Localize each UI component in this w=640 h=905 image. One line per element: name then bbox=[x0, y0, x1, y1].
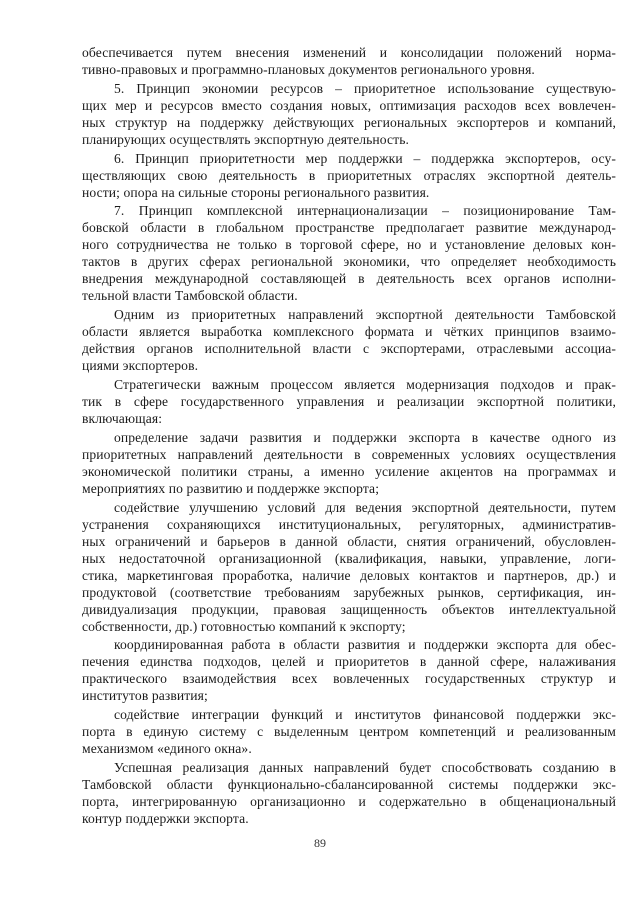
text-line: 6. Принцип приоритетности мер поддержки – поддержка экспортеров, осу- bbox=[114, 150, 616, 166]
text-line: ного сотрудничества не только в торговой сфере, но и установление деловых кон- bbox=[82, 237, 616, 253]
text-line: мероприятиях по развитию и поддержке экспорта; bbox=[82, 480, 380, 496]
text-line: включающая: bbox=[82, 411, 163, 426]
text-line: обеспечивается путем внесения изменений и консолидации положений норма- bbox=[82, 45, 616, 60]
text-line: порта в единую систему с выделенным центром компетенций и реализованным bbox=[82, 724, 616, 740]
text-line: дивидуализация продукции, правовая защищенность объектов интеллектуальной bbox=[82, 601, 616, 617]
text-line: 5. Принцип экономии ресурсов – приоритетное использование существую- bbox=[114, 80, 616, 96]
text-line: практического взаимодействия всех вовлеченных государственных структур и bbox=[82, 671, 616, 687]
text-line: тик в сфере государственного управления и реализации экспортной политики, bbox=[82, 394, 616, 409]
text-line: ных структур на поддержку действующих региональных экспортеров и компаний, bbox=[82, 114, 616, 130]
text-line: действия органов исполнительной власти с экспортерами, отраслевыми ассоциа- bbox=[82, 341, 616, 357]
text-line: Стратегически важным процессом является модернизация подходов и прак- bbox=[114, 377, 616, 392]
text-line: институтов развития; bbox=[82, 688, 208, 704]
text-line: бовской области в глобальном пространстве предполагает развитие международ- bbox=[82, 220, 616, 236]
text-line: Одним из приоритетных направлений экспортной деятельности Тамбовской bbox=[114, 307, 616, 323]
text-line: механизмом «единого окна». bbox=[82, 741, 252, 757]
text-line: устранения сохраняющихся институциональных, регуляторных, административ- bbox=[82, 516, 616, 532]
text-line: области является выработка комплексного формата и чётких принципов взаимо- bbox=[82, 324, 616, 340]
text-line: тельной власти Тамбовской области. bbox=[82, 288, 298, 304]
text-line: ных ограничений и барьеров в данной области, снятия ограничений, обусловлен- bbox=[82, 533, 616, 549]
text-line: планирующих осуществлять экспортную деятельность. bbox=[82, 131, 409, 147]
text-line: контур поддержки экспорта. bbox=[82, 811, 249, 826]
text-line: порта, интегрированную организационно и содержательно в общенациональный bbox=[82, 794, 616, 809]
text-line: продуктовой (соответствие требованиям зарубежных рынков, сертификация, ин- bbox=[82, 584, 616, 600]
text-line: ности; опора на сильные стороны регионального развития. bbox=[82, 184, 430, 200]
text-line: печения единства подходов, целей и приоритетов в данной сфере, налаживания bbox=[82, 654, 616, 670]
text-line: тактов в других сферах региональной экономики, что определяет необходимость bbox=[82, 254, 616, 270]
text-line: циями экспортеров. bbox=[82, 358, 199, 374]
text-line: определение задачи развития и поддержки экспорта в качестве одного из bbox=[114, 429, 616, 445]
text-line: содействие улучшению условий для ведения экспортной деятельности, путем bbox=[114, 499, 616, 515]
text-line: Успешная реализация данных направлений будет способствовать созданию в bbox=[114, 760, 616, 775]
text-line: ществляющих свою деятельность в приоритетных отраслях экспортной деятель- bbox=[82, 167, 616, 183]
text-line: внедрения международной составляющей в деятельность всех органов исполни- bbox=[82, 271, 616, 287]
text-line: приоритетных направлений деятельности в современных условиях осуществления bbox=[82, 446, 616, 462]
text-line: координированная работа в области развития и поддержки экспорта для обес- bbox=[114, 637, 616, 653]
text-line: содействие интеграции функций и институтов финансовой поддержки экс- bbox=[114, 707, 616, 723]
text-line: 7. Принцип комплексной интернационализации – позиционирование Там- bbox=[114, 203, 616, 219]
text-line: стика, маркетинговая проработка, наличие деловых контактов и партнеров, др.) и bbox=[82, 567, 616, 583]
page-number: 89 bbox=[314, 836, 326, 850]
text-line: Тамбовской области функционально-сбалансированной системы поддержки экс- bbox=[82, 777, 616, 792]
text-line: собственности, др.) готовностью компаний к экспорту; bbox=[82, 618, 406, 634]
text-line: тивно-правовых и программно-плановых документов регионального уровня. bbox=[82, 62, 535, 77]
text-line: щих мер и ресурсов вместо создания новых, оптимизация расходов всех вовлечен- bbox=[82, 97, 616, 113]
text-line: экономической политики страны, а именно усиление акцентов на программах и bbox=[82, 463, 616, 479]
text-line: ных недостаточной организационной (квалификация, навыки, управление, логи- bbox=[82, 550, 616, 566]
